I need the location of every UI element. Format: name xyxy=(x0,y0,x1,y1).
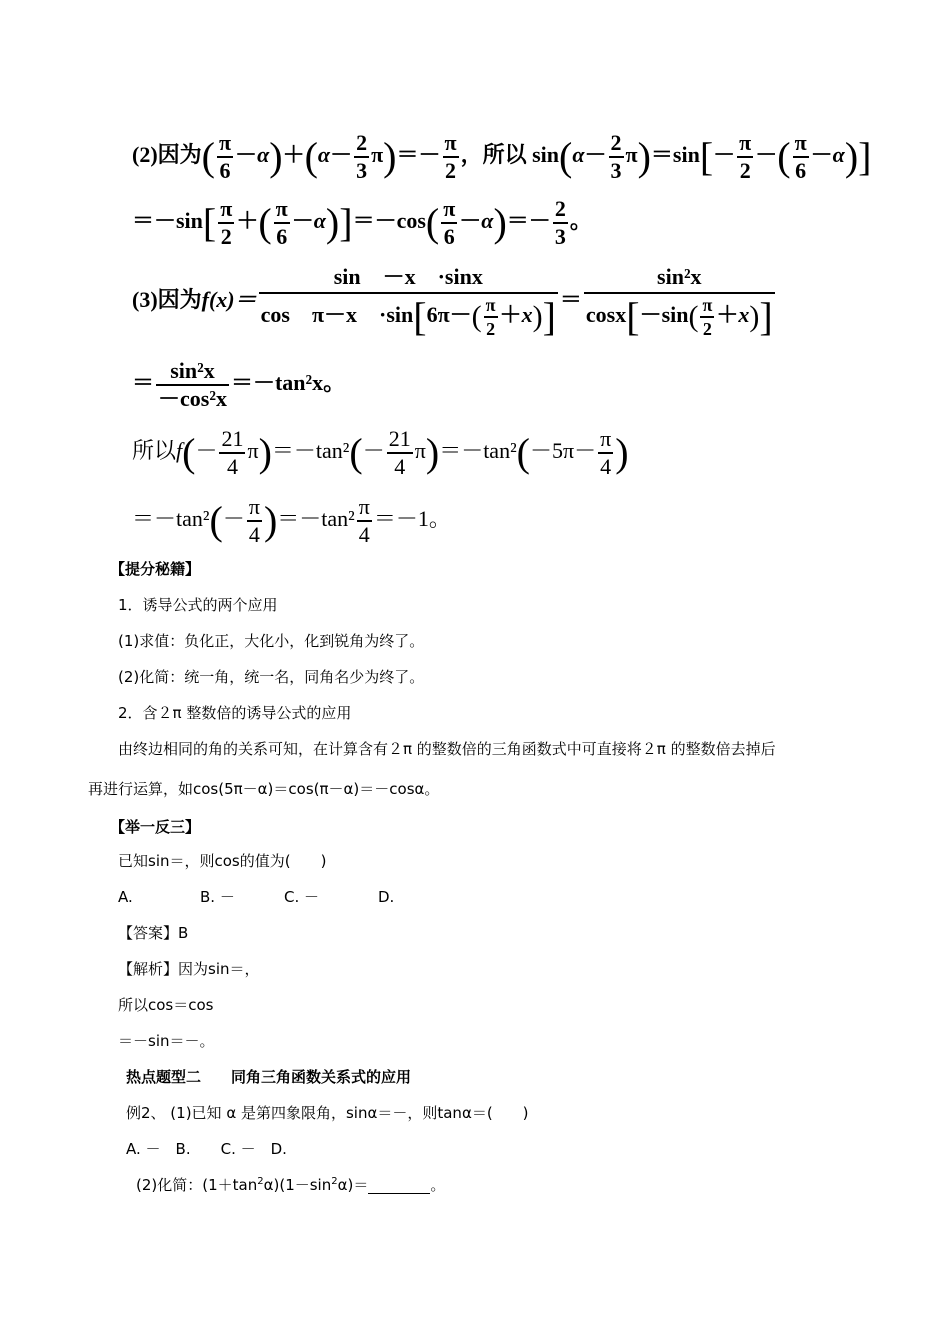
answer-blank[interactable] xyxy=(368,1179,430,1194)
tips-paragraph-line-2: 再进行运算，如cos(5π－α)＝cos(π－α)＝－cosα。 xyxy=(88,780,440,798)
tips-paragraph-line-1: 由终边相同的角的关系可知，在计算含有２π 的整数倍的三角函数式中可直接将２π 的整数倍去掉后 xyxy=(118,740,776,758)
math-line-5: 所以f(－ $\frac{21}{4}$ π)＝－tan²(－ $\frac{21}{4}$ π)＝－tan²(－5π－ $\frac{\pi}{4}$ ) xyxy=(132,426,629,479)
example-2-part-2 xyxy=(136,1176,445,1194)
practice-analysis-2: 所以cos＝cos xyxy=(118,996,214,1014)
superscript: 2 xyxy=(257,1176,264,1187)
option-b: B. － xyxy=(200,888,235,906)
tips-item-1b: (2)化简：统一角，统一名，同角名少为终了。 xyxy=(118,668,425,686)
tips-item-1a: (1)求值：负化正，大化小，化到锐角为终了。 xyxy=(118,632,425,650)
math-line-2: ＝－sin[ $\frac{\pi}{2}$ ＋( $\frac{\pi}{6}$ －α)]＝－cos( $\frac{\pi}{6}$ －α)＝－ $\frac{2}{3}$ 。 xyxy=(132,196,592,249)
part-2-tail: α)＝ xyxy=(337,1176,369,1194)
tips-item-1: 1．诱导公式的两个应用 xyxy=(118,596,278,614)
option-c: C. － xyxy=(284,888,320,906)
practice-heading: 【举一反三】 xyxy=(110,818,201,836)
math-line-4: ＝ $\frac{\text{sin²x}}{\text{－cos²x}}$ ＝－tan²x。 xyxy=(132,358,346,411)
math-line-1: (2)因为( $\frac{\pi}{6}$ －α)＋(α－ $\frac{2}{3}$ π)＝－ $\frac{\pi}{2}$ ，所以 sin(α－ $\frac{2}{3}$ π)＝sin[－ $\frac{\pi}{2}$ －( $\frac{\pi}{6}$ －α)] xyxy=(132,130,872,183)
practice-analysis-1: 【解析】因为sin＝， xyxy=(118,960,260,978)
practice-analysis-3: ＝－sin＝－。 xyxy=(118,1032,215,1050)
section-2-title: 热点题型二 同角三角函数关系式的应用 xyxy=(126,1068,412,1086)
example-2-question: 例2、 (1)已知 α 是第四象限角，sinα＝－，则tanα＝( ) xyxy=(126,1104,529,1122)
example-2-options: A. － B. C. － D. xyxy=(126,1140,287,1158)
math-line-3: (3)因为f(x)＝ sin －x ·sinx cos π－x ·sin[6π－( $\frac{\pi}{2}$ ＋x)] ＝ sin²x cosx[－sin( $\frac{\pi}{2}$ ＋x)] xyxy=(132,264,773,339)
option-d: D. xyxy=(378,888,395,906)
math-line-6: ＝－tan²(－ $\frac{\pi}{4}$ )＝－tan² $\frac{\pi}{4}$ ＝－1。 xyxy=(132,494,451,547)
superscript: 2 xyxy=(331,1176,338,1187)
part-2-lead: (2)化简：(1＋tan xyxy=(136,1176,258,1194)
tips-heading: 【提分秘籍】 xyxy=(110,560,201,578)
tips-item-2: 2．含２π 整数倍的诱导公式的应用 xyxy=(118,704,352,722)
practice-answer: 【答案】B xyxy=(118,924,189,942)
practice-question: 已知sin＝，则cos的值为( ) xyxy=(118,852,327,870)
part-2-end: 。 xyxy=(430,1176,446,1194)
part-2-mid: α)(1－sin xyxy=(263,1176,332,1194)
option-a: A. xyxy=(118,888,133,906)
